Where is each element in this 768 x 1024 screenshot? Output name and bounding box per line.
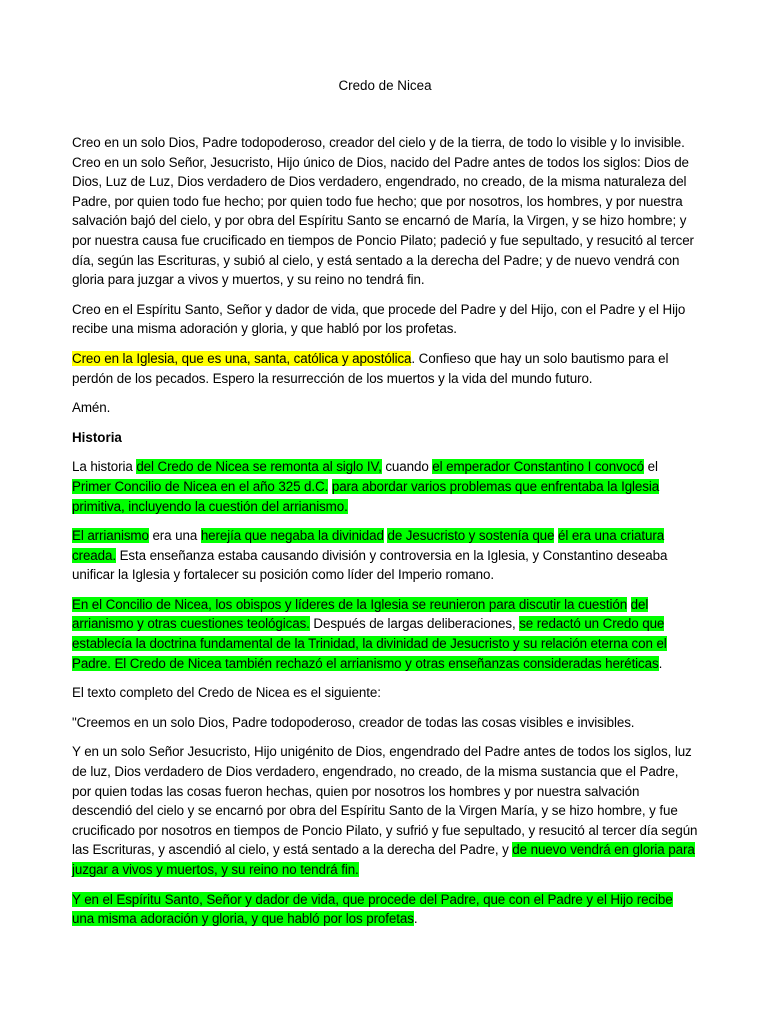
paragraph [72,683,698,703]
text-segment: "Creemos en un solo Dios, Padre todopoderoso, creador de todas las cosas visibles e invisibles. [72,714,635,730]
paragraph [72,890,698,929]
highlighted-text: del arrianismo y otras cuestiones teológicas. [72,596,649,632]
highlighted-text: herejía que negaba la divinidad [200,528,384,544]
text-segment: cuando [381,459,433,475]
paragraph [72,300,698,339]
highlighted-text: El arrianismo [72,528,149,544]
highlighted-text: del Credo de Nicea se remonta al siglo IV, [136,459,382,475]
text-segment: . Confieso que hay un solo bautismo para el perdón de los pecados. Espero la resurrección de los muertos y la vida del mundo futuro. [72,350,669,386]
highlighted-text: él era una criatura creada. [72,528,665,563]
text-segment: Historia [72,429,122,445]
highlighted-text: el emperador Constantino I convocó [432,459,645,475]
paragraph [72,713,698,733]
text-segment: Y en un solo Señor Jesucristo, Hijo unigénito de Dios, engendrado del Padre antes de todos los siglos, luz de luz, Dios verdadero de Dios verdadero, engendrado, no creado, de la misma sustancia que el Padre, por quien todas las cosas fueron hechas, quien por nosotros los hombres y por nuestra salvación descendió del cielo y se encarnó por obra del Espíritu Santo de la Virgen María, y se hizo hombre, y fue crucificado por nosotros en tiempos de Poncio Pilato, y sufrió y fue sepultado, y resucitó al tercer día según las Escrituras, y ascendió al cielo, y está sentado a la derecha del Padre, y [72,744,698,858]
paragraph [72,349,698,388]
paragraph [72,133,698,290]
highlighted-text: Y en el Espíritu Santo, Señor y dador de vida, que procede del Padre, que con el Padre y el Hijo recibe una misma adoración y gloria, y que habló por los profetas [72,891,673,927]
section-heading [72,428,698,448]
text-segment: Después de largas deliberaciones, [309,616,520,632]
text-segment: . [413,911,418,927]
text-segment: Creo en un solo Dios, Padre todopoderoso, creador del cielo y de la tierra, de todo lo visible y lo invisible. Creo en un solo Señor, Jesucristo, Hijo único de Dios, nacido del Padre antes de todos los siglos: Dios de Dios, Luz de Luz, Dios verdadero de Dios verdadero, engendrado, no creado, de la misma naturaleza del Padre, por quien todo fue hecho; por quien todo fue hecho; que por nosotros, los hombres, y por nuestra salvación bajó del cielo, y por obra del Espíritu Santo se encarnó de María, la Virgen, y se hizo hombre; y por nuestra causa fue crucificado en tiempos de Poncio Pilato; padeció y fue sepultado, y resucitó al tercer día, según las Escrituras, y subió al cielo, y está sentado a la derecha del Padre; y de nuevo vendrá con gloria para juzgar a vivos y muertos, y su reino no tendrá fin. [72,135,694,288]
highlighted-text: Primer Concilio de Nicea en el año 325 d.C. [72,478,329,494]
text-segment: El texto completo del Credo de Nicea es el siguiente: [72,685,381,701]
document-title: Credo de Nicea [338,78,432,93]
highlighted-text: para abordar varios problemas que enfrentaba la Iglesia primitiva, incluyendo la cuestión del arrianismo. [72,478,660,514]
text-segment: el [644,459,658,475]
highlighted-text: de nuevo vendrá en gloria para juzgar a vivos y muertos, y su reino no tendrá fin. [72,842,695,877]
text-segment: La historia [72,459,137,475]
document-body [72,133,698,929]
text-segment: era una [148,528,201,544]
highlighted-text: En el Concilio de Nicea, los obispos y líderes de la Iglesia se reunieron para discutir la cuestión [72,596,628,612]
paragraph [72,742,698,879]
text-segment: Esta enseñanza estaba causando división y controversia en la Iglesia, y Constantino deseaba unificar la Iglesia y fortalecer su posición como líder del Imperio romano. [72,547,668,583]
paragraph [72,526,698,585]
text-segment: Creo en el Espíritu Santo, Señor y dador de vida, que procede del Padre y del Hijo, con el Padre y el Hijo recibe una misma adoración y gloria, y que habló por los profetas. [72,301,686,337]
highlighted-text: Creo en la Iglesia, que es una, santa, católica y apostólica [72,350,412,366]
text-segment: . [658,655,663,671]
highlighted-text: se redactó un Credo que establecía la doctrina fundamental de la Trinidad, la divinidad de Jesucristo y su relación eterna con el Padre. El Credo de Nicea también rechazó el arrianismo y otras enseñanzas consideradas heréticas [72,616,667,671]
paragraph [72,595,698,673]
paragraph [72,398,698,418]
text-segment: Amén. [72,400,111,416]
highlighted-text: de Jesucristo y sostenía que [387,528,555,544]
paragraph [72,457,698,516]
